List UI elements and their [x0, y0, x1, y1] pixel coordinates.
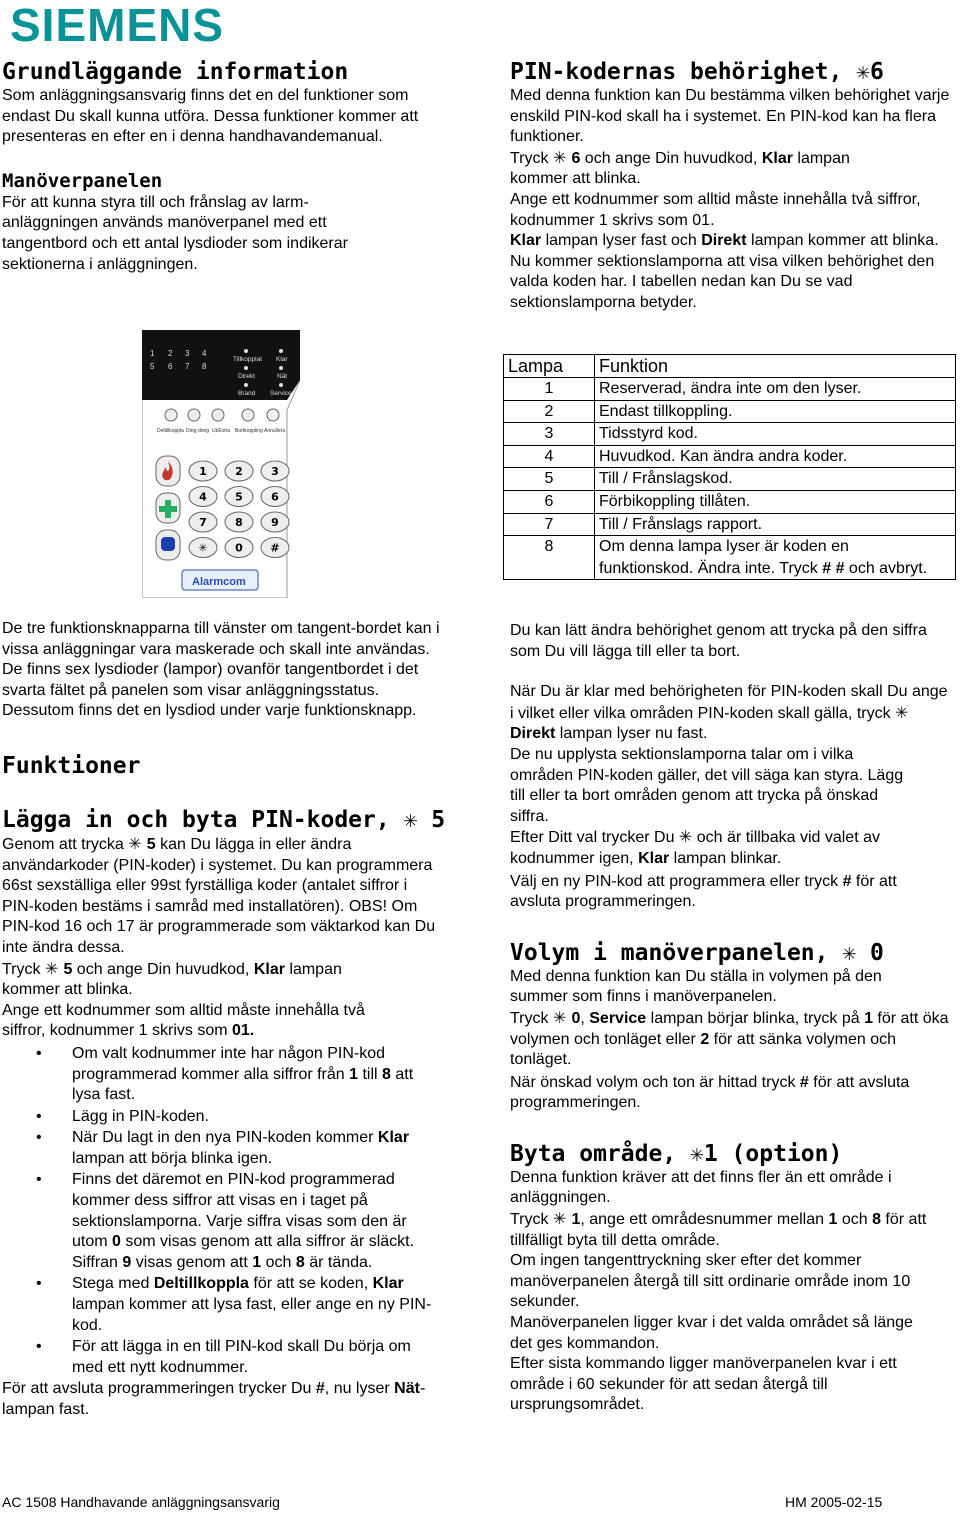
led-label-7: 7 — [185, 362, 190, 371]
key-label: 9 — [271, 516, 279, 529]
table-row — [504, 378, 956, 401]
table-cell: Reserverad, ändra inte om den lyser. — [595, 378, 956, 401]
para-pin-intro: Genom att trycka ✳ 5 kan Du lägga in eller ändra användarkoder (PIN-koder) i systemet. Du kan programmera 66st sexställiga eller 99st fyrställiga koder (antalet siffror i PIN-koden bestäms i samråd med installatören). OBS! Om PIN-kod 16 och 17 är programmerade som väktarkod kan Du inte ändra dessa. — [2, 833, 436, 956]
key-label: 5 — [235, 490, 243, 504]
led-label-1: 1 — [150, 349, 155, 358]
para-pin-end: För att avsluta programmeringen trycker Du #, nu lyser Nät-lampan fast. — [2, 1380, 426, 1418]
key-label: 6 — [271, 490, 279, 504]
para-area-require: Denna funktion kräver att det finns fler än ett område i anläggningen. — [510, 1168, 892, 1207]
left-column-top — [2, 58, 450, 275]
para-area-press: Tryck ✳ 1, ange ett områdesnummer mellan 1 och 8 för att tillfälligt byta till detta område. — [510, 1209, 927, 1249]
para-pin-code-number: Ange ett kodnummer som alltid måste innehålla två siffror, kodnummer 1 skrivs som 01. — [2, 1001, 365, 1040]
key-label: ✳ — [198, 541, 208, 555]
heading-change-area: Byta område, ✳1 (option) — [510, 1140, 843, 1167]
led-label-2: 2 — [168, 349, 173, 358]
table-cell: 7 — [504, 513, 595, 536]
para-perm-sections: Nu kommer sektionslamporna att visa vilken behörighet den valda koden har. I tabellen nedan kan Du se vad sektionslamporna betyder. — [510, 252, 935, 311]
para-control-panel: För att kunna styra till och frånslag av larm-anläggningen används manöverpanel med ett tangentbord och ett antal lysdioder som indikerar sektionerna i anläggningen. — [2, 193, 348, 273]
right-column-top — [510, 58, 958, 314]
pin-bullet-list — [2, 1044, 442, 1379]
alarmcom-logo: Alarmcom — [192, 576, 246, 588]
status-nat: Nät — [277, 373, 288, 380]
led-label-8: 8 — [202, 362, 207, 371]
table-cell: Förbikoppling tillåten. — [595, 490, 956, 513]
led-label-3: 3 — [185, 349, 190, 358]
table-cell: 5 — [504, 468, 595, 491]
fkey-bortkoppling: Bortkoppling — [235, 428, 263, 434]
table-row — [504, 468, 956, 491]
control-panel-illustration — [142, 330, 300, 598]
table-cell: 1 — [504, 378, 595, 401]
heading-volume: Volym i manöverpanelen, ✳ 0 — [510, 939, 884, 966]
police-icon — [161, 537, 175, 551]
para-area-return: Efter sista kommando ligger manöverpanelen kvar i ett område i 60 sekunder för att sedan återgå till ursprungsområdet. — [510, 1355, 897, 1414]
footer-date: HM 2005-02-15 — [785, 1494, 883, 1510]
status-tillkopplat: Tillkopplat — [233, 356, 263, 363]
para-area-lit: De nu upplysta sektionslamporna talar om i vilka områden PIN-koden gäller, det vill säga kan styra. Lägg till eller ta bort områden genom att trycka på önskad siffra. — [510, 745, 904, 825]
table-cell: Till / Frånslags rapport. — [595, 513, 956, 536]
led-label-5: 5 — [150, 362, 155, 371]
table-header-row — [504, 355, 956, 378]
table-cell: Endast tillkoppling. — [595, 400, 956, 423]
table-row — [504, 423, 956, 446]
led-label-4: 4 — [202, 349, 207, 358]
para-pin-press: Tryck ✳ 5 och ange Din huvudkod, Klar lampan kommer att blinka. — [2, 958, 342, 999]
para-basic-info: Som anläggningsansvarig finns det en del funktioner som endast Du skall kunna utföra. Dessa funktioner kommer att presenteras en efter en i denna handhavandemanual. — [2, 87, 419, 146]
siemens-logo: SIEMENS — [10, 0, 225, 51]
key-label: 8 — [235, 516, 243, 529]
para-area-stays: Manöverpanelen ligger kvar i det valda området så länge det ges kommandon. — [510, 1314, 913, 1352]
table-row — [504, 445, 956, 468]
para-area-choose: Välj en ny PIN-kod att programmera eller tryck # för att avsluta programmeringen. — [510, 872, 897, 911]
right-column-bottom — [510, 621, 958, 1416]
list-item: • När Du lagt in den nya PIN-koden kommer Klar lampan att börja blinka igen. — [2, 1128, 422, 1169]
key-label: 2 — [235, 465, 243, 478]
para-perm-press: Tryck ✳ 6 och ange Din huvudkod, Klar lampan kommer att blinka. — [510, 147, 850, 188]
fkey-deltillkoppla: Deltillkoppla — [157, 428, 184, 434]
list-item: • Finns det däremot en PIN-kod programmerad kommer dess siffror att visas en i taget på sektionslamporna. Varje siffra visas som den är utom 0 som visas genom att alla siffror är släckt. Siffran 9 visas genom att 1 och 8 är tända. — [2, 1170, 442, 1273]
heading-pin-permissions: PIN-kodernas behörighet, ✳6 — [510, 59, 884, 85]
left-column-bottom — [2, 619, 450, 1421]
heading-control-panel: Manöverpanelen — [2, 169, 163, 192]
list-item: • Stega med Deltillkoppla för att se koden, Klar lampan kommer att lysa fast, eller ange en ny PIN-kod. — [2, 1274, 447, 1336]
status-klar: Klar — [276, 356, 288, 363]
para-area-timeout: Om ingen tangenttryckning sker efter det kommer manöverpanelen återgå till sitt ordinarie område inom 10 sekunder. — [510, 1252, 911, 1311]
para-volume-done: När önskad volym och ton är hittad tryck # för att avsluta programmeringen. — [510, 1073, 910, 1112]
table-cell: Till / Frånslagskod. — [595, 468, 956, 491]
table-cell: Tidsstyrd kod. — [595, 423, 956, 446]
para-area-after: Efter Ditt val trycker Du ✳ och är tillbaka vid valet av kodnummer igen, Klar lampan blinkar. — [510, 827, 880, 867]
status-brand: Brand — [238, 390, 256, 397]
status-service: Service — [270, 390, 292, 397]
footer-document-id: AC 1508 Handhavande anläggningsansvarig — [2, 1494, 280, 1510]
table-row — [504, 400, 956, 423]
table-cell: Huvudkod. Kan ändra andra koder. — [595, 445, 956, 468]
table-row — [504, 490, 956, 513]
table-row — [504, 513, 956, 536]
para-perm-code: Ange ett kodnummer som alltid måste innehålla två siffror, kodnummer 1 skrivs som 01. — [510, 190, 921, 229]
column-header-function: Funktion — [595, 355, 956, 378]
list-item: • Om valt kodnummer inte har någon PIN-kod programmerad kommer alla siffror från 1 till 8 att lysa fast. — [2, 1044, 432, 1106]
led-label-6: 6 — [168, 362, 173, 371]
key-label: # — [270, 541, 280, 555]
list-item: • För att lägga in en till PIN-kod skall Du börja om med ett nytt kodnummer. — [2, 1337, 427, 1378]
para-area-select: När Du är klar med behörigheten för PIN-koden skall Du ange i vilket eller vilka områden PIN-koden skall gälla, tryck ✳ Direkt lampan lyser nu fast. — [510, 683, 948, 743]
table-row — [504, 536, 956, 580]
para-perm-lamps: Klar lampan lyser fast och Direkt lampan kommer att blinka. — [510, 232, 939, 250]
para-perm-intro: Med denna funktion kan Du bestämma vilken behörighet varje enskild PIN-kod skall ha i systemet. En PIN-kod kan ha flera funktioner. — [510, 87, 950, 146]
para-change-permission: Du kan lätt ändra behörighet genom att trycka på den siffra som Du vill lägga till eller ta bort. — [510, 622, 927, 660]
table-cell: 6 — [504, 490, 595, 513]
heading-functions: Funktioner — [2, 752, 141, 779]
table-cell: 2 — [504, 400, 595, 423]
table-cell: 4 — [504, 445, 595, 468]
key-label: 0 — [235, 541, 243, 555]
key-label: 1 — [199, 465, 207, 478]
list-item: • Lägg in PIN-koden. — [2, 1107, 442, 1128]
para-function-keys: De tre funktionsknapparna till vänster om tangent-bordet kan i vissa anläggningar vara maskerade och skall inte användas. De finns sex lysdioder (lampor) ovanför tangentbordet i det svarta fältet på panelen som visar anläggningsstatus. Dessutom finns det en lysdiod under varje funktionsknapp. — [2, 620, 440, 720]
key-label: 4 — [199, 490, 207, 504]
key-label: 7 — [199, 516, 207, 529]
table-cell: 8 — [504, 536, 595, 580]
status-direkt: Direkt — [238, 373, 255, 380]
fkey-ding-dong: Ding-dong — [186, 428, 210, 434]
table-cell: Om denna lampa lyser är koden en funktionskod. Ändra inte. Tryck # # och avbryt. — [595, 536, 956, 580]
lamp-function-table — [503, 354, 956, 580]
heading-pin-codes: Lägga in och byta PIN-koder, ✳ 5 — [2, 806, 446, 833]
column-header-lamp: Lampa — [504, 355, 595, 378]
para-volume-press: Tryck ✳ 0, Service lampan börjar blinka, tryck på 1 för att öka volymen och tonläget eller 2 för att sänka volymen och tonläget. — [510, 1007, 949, 1069]
key-label: 3 — [271, 465, 279, 478]
heading-basic-info: Grundläggande information — [2, 59, 349, 85]
table-cell: 3 — [504, 423, 595, 446]
fkey-ut-extra: Ut/Extra — [212, 428, 231, 434]
para-volume-intro: Med denna funktion kan Du ställa in volymen på den summer som finns i manöverpanelen. — [510, 967, 882, 1006]
fkey-annullera: Annullera — [264, 428, 286, 434]
